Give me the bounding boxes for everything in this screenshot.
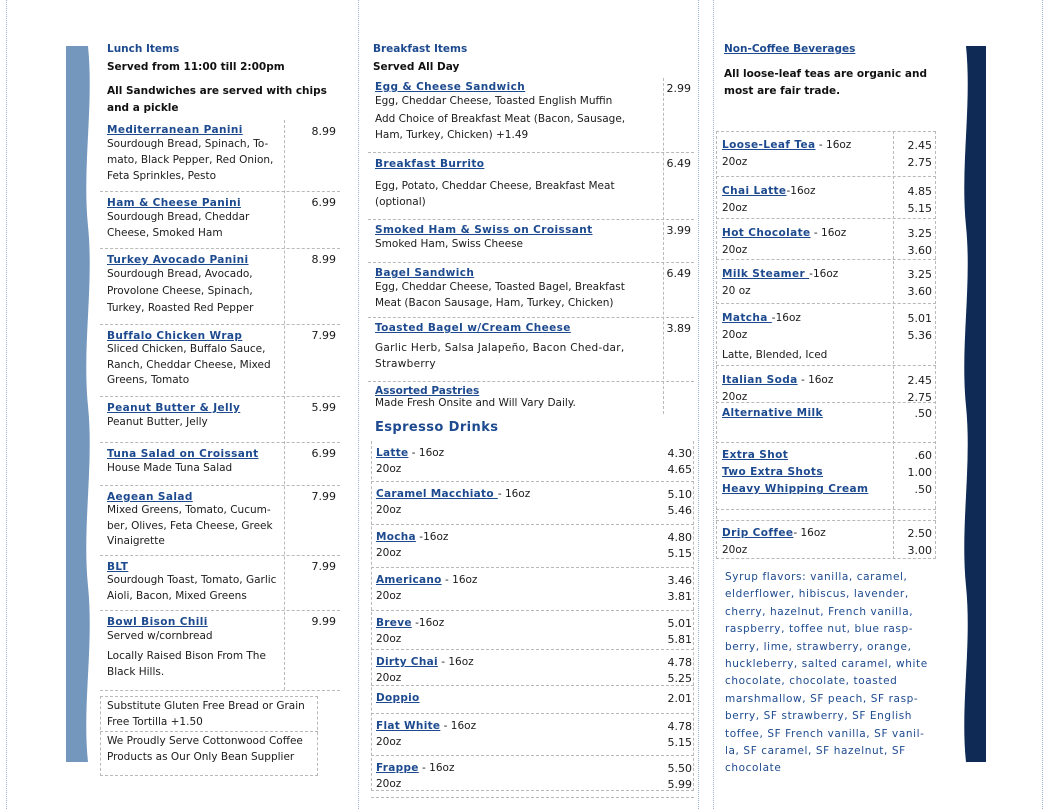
lunch-served-hours: Served from 11:00 till 2:00pm xyxy=(107,61,285,73)
item-size-large: 20oz xyxy=(722,244,748,256)
item-size-large: 20oz xyxy=(376,736,402,748)
extra-item-name[interactable]: Two Extra Shots xyxy=(722,466,823,478)
item-line xyxy=(376,656,474,668)
item-price: 5.99 xyxy=(311,401,336,414)
left-wave-stripe xyxy=(66,46,96,762)
item-price-large: 3.00 xyxy=(907,544,932,557)
item-price: 6.99 xyxy=(311,447,336,460)
lunch-item[interactable] xyxy=(100,249,340,325)
item-price-large: 5.25 xyxy=(667,672,692,685)
extra-item-price: .50 xyxy=(914,483,932,496)
item-line xyxy=(376,574,477,586)
lunch-note: All Sandwiches are served with chips and a pickle xyxy=(107,85,327,114)
item-desc: Garlic Herb, Salsa Jalapeño, Bacon Ched-dar, Strawberry xyxy=(375,342,625,370)
item-name: Assorted Pastries xyxy=(375,385,480,397)
extra-item-price: 1.00 xyxy=(907,466,932,479)
item-line xyxy=(376,531,448,543)
breakfast-title: Breakfast Items xyxy=(373,43,468,55)
item-name: Turkey Avocado Panini xyxy=(107,254,249,266)
item-price-large: 5.46 xyxy=(667,504,692,517)
item-size: -16oz xyxy=(411,617,445,629)
item-price-large: 3.60 xyxy=(907,244,932,257)
item-price: 5.01 xyxy=(667,617,692,630)
lunch-item[interactable] xyxy=(100,611,340,691)
item-price: 3.99 xyxy=(666,224,691,237)
espresso-item[interactable] xyxy=(371,686,694,714)
noncoffee-item[interactable] xyxy=(716,219,936,260)
item-name: Italian Soda xyxy=(722,374,798,386)
item-price: 3.89 xyxy=(666,322,691,335)
item-desc: Peanut Butter, Jelly xyxy=(107,416,208,428)
item-line xyxy=(376,692,420,704)
item-price: 2.50 xyxy=(907,527,932,540)
item-size: -16oz xyxy=(809,268,839,280)
item-name: Tuna Salad on Croissant xyxy=(107,448,259,460)
lunch-item[interactable] xyxy=(100,556,340,611)
item-name: Breakfast Burrito xyxy=(375,158,485,170)
item-size: - 16oz xyxy=(440,720,477,732)
item-price: 3.25 xyxy=(907,227,932,240)
syrup-flavors: Syrup flavors: vanilla, caramel, elderflower, hibiscus, lavender, cherry, hazelnut, French vanilla, raspberry, toffee nut, blue rasp-berry, lime, strawberry, orange, huckleberry, salted caramel, white chocolate, chocolate, toasted marshmallow, SF peach, SF rasp-berry, SF strawberry, SF English toffee, SF French vanilla, SF vanil-la, SF caramel, SF hazelnut, SF chocolate xyxy=(725,571,928,775)
item-name: Doppio xyxy=(376,692,420,704)
item-price-large: 5.36 xyxy=(907,329,932,342)
item-price-large: 5.81 xyxy=(667,633,692,646)
item-line xyxy=(722,268,838,280)
item-price: 6.49 xyxy=(666,157,691,170)
item-desc: Sourdough Bread, Cheddar Cheese, Smoked Ham xyxy=(107,211,250,239)
item-price: 6.49 xyxy=(666,267,691,280)
alternative-milk-item[interactable] xyxy=(716,403,936,443)
espresso-item[interactable] xyxy=(371,441,694,482)
item-price: 2.01 xyxy=(667,692,692,705)
item-price: 4.30 xyxy=(667,447,692,460)
item-size-large: 20oz xyxy=(722,544,748,556)
item-size: - 16oz xyxy=(418,762,455,774)
item-name: Frappe xyxy=(376,762,419,774)
breakfast-item[interactable] xyxy=(368,78,694,153)
item-size: -16oz xyxy=(786,185,816,197)
item-price-large: 5.15 xyxy=(667,736,692,749)
item-price: 4.80 xyxy=(667,531,692,544)
item-variants: Latte, Blended, Iced xyxy=(722,349,828,361)
item-line xyxy=(722,185,816,197)
item-desc: Made Fresh Onsite and Will Vary Daily. xyxy=(375,397,576,409)
item-desc: Egg, Potato, Cheddar Cheese, Breakfast Meat (optional) xyxy=(375,180,615,208)
extra-item-name[interactable]: Heavy Whipping Cream xyxy=(722,483,869,495)
item-size: - 16oz xyxy=(441,574,478,586)
breakfast-item[interactable] xyxy=(368,263,694,318)
item-desc-addon: Add Choice of Breakfast Meat (Bacon, Sausage, Ham, Turkey, Chicken) +1.49 xyxy=(375,113,626,141)
item-price: 9.99 xyxy=(311,615,336,628)
item-desc: Sliced Chicken, Buffalo Sauce, Ranch, Cheddar Cheese, Mixed Greens, Tomato xyxy=(107,343,271,386)
lunch-item[interactable] xyxy=(100,121,340,192)
item-size: - 16oz xyxy=(793,527,826,539)
breakfast-item[interactable] xyxy=(368,382,694,416)
item-line xyxy=(722,139,851,151)
tea-note: All loose-leaf teas are organic and most are fair trade. xyxy=(724,68,927,97)
item-name: Americano xyxy=(376,574,442,586)
item-name: Bagel Sandwich xyxy=(375,267,475,279)
item-price: 4.78 xyxy=(667,656,692,669)
item-price-large: 5.99 xyxy=(667,778,692,791)
extra-item-price: .60 xyxy=(914,449,932,462)
lunch-item[interactable] xyxy=(100,486,340,556)
espresso-item[interactable] xyxy=(371,525,694,568)
item-size-large: 20oz xyxy=(376,547,402,559)
item-price: 2.45 xyxy=(907,374,932,387)
item-price-large: 2.75 xyxy=(907,391,932,404)
espresso-item[interactable] xyxy=(371,482,694,525)
page-guide-far-right xyxy=(1042,0,1043,809)
lunch-item[interactable] xyxy=(100,443,340,486)
item-size-large: 20 oz xyxy=(722,285,751,297)
breakfast-item[interactable] xyxy=(368,220,694,263)
drip-coffee-item[interactable] xyxy=(716,520,936,558)
item-size-large: 20oz xyxy=(376,672,402,684)
item-size: - 16oz xyxy=(810,227,847,239)
noncoffee-item[interactable] xyxy=(716,177,936,219)
item-size: - 16oz xyxy=(815,139,852,151)
item-price: 2.99 xyxy=(666,82,691,95)
noncoffee-item[interactable] xyxy=(716,131,936,177)
item-size-large: 20oz xyxy=(722,391,748,403)
item-price: 3.46 xyxy=(667,574,692,587)
item-price: .50 xyxy=(914,407,932,420)
item-name: Latte xyxy=(376,447,409,459)
espresso-item[interactable] xyxy=(371,568,694,611)
breakfast-served: Served All Day xyxy=(373,61,460,73)
item-name: Loose-Leaf Tea xyxy=(722,139,816,151)
item-price: 7.99 xyxy=(311,490,336,503)
item-name: Hot Chocolate xyxy=(722,227,811,239)
espresso-item[interactable] xyxy=(371,714,694,756)
item-name: BLT xyxy=(107,561,129,573)
item-desc: Egg, Cheddar Cheese, Toasted Bagel, Breakfast Meat (Bacon Sausage, Ham, Turkey, Chicken) xyxy=(375,281,625,309)
item-price: 4.85 xyxy=(907,185,932,198)
item-desc: Smoked Ham, Swiss Cheese xyxy=(375,238,524,250)
item-price: 2.45 xyxy=(907,139,932,152)
breakfast-item[interactable] xyxy=(368,153,694,220)
item-price: 6.99 xyxy=(311,196,336,209)
item-desc: Sourdough Bread, Spinach, To-mato, Black Pepper, Red Onion, Feta Sprinkles, Pesto xyxy=(107,138,274,182)
espresso-item[interactable] xyxy=(371,650,694,686)
item-name: Bowl Bison Chili xyxy=(107,616,208,628)
item-price: 7.99 xyxy=(311,329,336,342)
item-name: Alternative Milk xyxy=(722,407,823,419)
item-size-large: 20oz xyxy=(722,156,748,168)
item-name: Caramel Macchiato xyxy=(376,488,498,500)
noncoffee-item[interactable] xyxy=(716,260,936,304)
item-price: 5.50 xyxy=(667,762,692,775)
item-desc: Served w/cornbread xyxy=(107,630,213,642)
item-size: - 16oz xyxy=(797,374,834,386)
item-name: Drip Coffee xyxy=(722,527,794,539)
item-price: 5.10 xyxy=(667,488,692,501)
coffee-supplier-note: We Proudly Serve Cottonwood Coffee Products as Our Only Bean Supplier xyxy=(107,735,303,763)
item-line xyxy=(376,488,530,500)
item-line xyxy=(376,617,444,629)
item-name: Chai Latte xyxy=(722,185,787,197)
item-size-large: 20oz xyxy=(376,633,402,645)
item-desc: House Made Tuna Salad xyxy=(107,462,233,474)
item-price: 4.78 xyxy=(667,720,692,733)
lunch-item[interactable] xyxy=(100,192,340,249)
espresso-title: Espresso Drinks xyxy=(375,420,499,435)
item-price: 8.99 xyxy=(311,125,336,138)
item-line xyxy=(722,227,846,239)
item-price-large: 4.65 xyxy=(667,463,692,476)
item-size-large: 20oz xyxy=(722,202,748,214)
noncoffee-item[interactable] xyxy=(716,366,936,403)
noncoffee-title: Non-Coffee Beverages xyxy=(724,43,856,55)
item-price-large: 3.81 xyxy=(667,590,692,603)
item-size-large: 20oz xyxy=(376,778,402,790)
noncoffee-item[interactable] xyxy=(716,304,936,366)
item-size: - 16oz xyxy=(437,656,474,668)
item-line xyxy=(722,374,833,386)
item-line xyxy=(722,527,826,539)
item-price: 8.99 xyxy=(311,253,336,266)
item-desc: Egg, Cheddar Cheese, Toasted English Muffin xyxy=(375,95,613,107)
item-name: Buffalo Chicken Wrap xyxy=(107,330,243,342)
item-size: - 16oz xyxy=(497,488,531,500)
page-guide-right xyxy=(713,0,714,809)
item-desc: Sourdough Toast, Tomato, Garlic Aioli, Bacon, Mixed Greens xyxy=(107,574,277,602)
lunch-item[interactable] xyxy=(100,325,340,397)
item-price: 3.25 xyxy=(907,268,932,281)
item-desc-origin: Locally Raised Bison From The Black Hills. xyxy=(107,650,266,678)
breakfast-item[interactable] xyxy=(368,318,694,382)
item-line xyxy=(376,720,476,732)
item-size: -16oz xyxy=(415,531,449,543)
item-size: -16oz xyxy=(771,312,801,324)
item-name: Flat White xyxy=(376,720,441,732)
page-guide-mid-left xyxy=(358,0,359,809)
espresso-item[interactable] xyxy=(371,611,694,650)
item-line xyxy=(376,447,444,459)
item-price-large: 3.60 xyxy=(907,285,932,298)
item-name: Ham & Cheese Panini xyxy=(107,197,241,209)
right-wave-stripe xyxy=(958,46,988,762)
note-divider xyxy=(100,731,318,732)
lunch-item[interactable] xyxy=(100,397,340,443)
item-size-large: 20oz xyxy=(376,590,402,602)
item-size: - 16oz xyxy=(408,447,445,459)
item-name: Mediterranean Panini xyxy=(107,124,243,136)
item-line xyxy=(722,312,801,324)
item-name: Aegean Salad xyxy=(107,491,193,503)
item-desc: Sourdough Bread, Avocado, Provolone Cheese, Spinach, Turkey, Roasted Red Pepper xyxy=(107,268,254,314)
item-name: Milk Steamer xyxy=(722,268,810,280)
item-size-large: 20oz xyxy=(376,504,402,516)
item-price: 7.99 xyxy=(311,560,336,573)
item-name: Smoked Ham & Swiss on Croissant xyxy=(375,224,593,236)
item-name: Dirty Chai xyxy=(376,656,438,668)
item-name: Egg & Cheese Sandwich xyxy=(375,81,526,93)
item-name: Mocha xyxy=(376,531,416,543)
item-line xyxy=(376,762,454,774)
item-name: Breve xyxy=(376,617,412,629)
item-price-large: 5.15 xyxy=(907,202,932,215)
item-price: 5.01 xyxy=(907,312,932,325)
item-price-large: 5.15 xyxy=(667,547,692,560)
item-name: Matcha xyxy=(722,312,772,324)
item-size-large: 20oz xyxy=(722,329,748,341)
item-price-large: 2.75 xyxy=(907,156,932,169)
item-desc: Mixed Greens, Tomato, Cucum-ber, Olives, Feta Cheese, Greek Vinaigrette xyxy=(107,504,273,547)
item-size-large: 20oz xyxy=(376,463,402,475)
lunch-title: Lunch Items xyxy=(107,43,180,55)
item-name: Toasted Bagel w/Cream Cheese xyxy=(375,322,571,334)
extras-group xyxy=(716,443,936,510)
page-guide-left xyxy=(6,0,7,809)
espresso-item[interactable] xyxy=(371,756,694,798)
item-name: Peanut Butter & Jelly xyxy=(107,402,241,414)
gluten-free-note: Substitute Gluten Free Bread or Grain Free Tortilla +1.50 xyxy=(107,700,305,728)
page-guide-mid-right xyxy=(698,0,699,809)
extra-item-name[interactable]: Extra Shot xyxy=(722,449,789,461)
